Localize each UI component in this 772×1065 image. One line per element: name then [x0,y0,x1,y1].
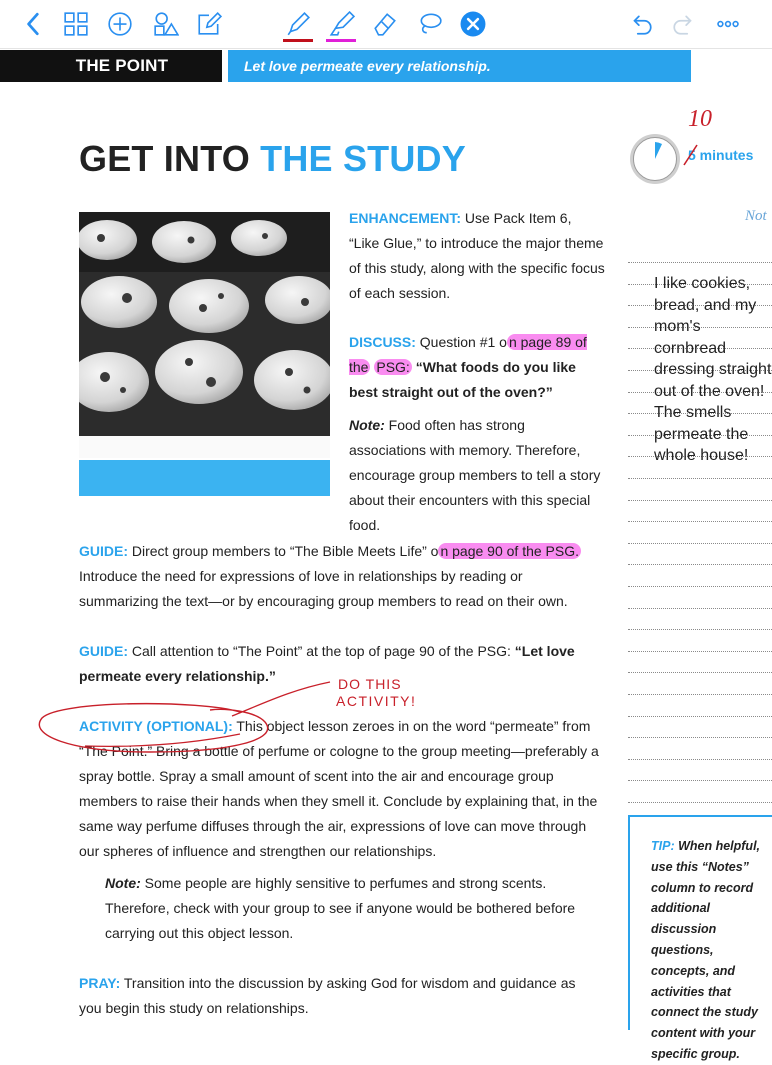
ruled-line [628,586,772,587]
discuss-question: “What foods do you like best straight out of the oven?” [349,359,576,400]
add-icon[interactable] [104,8,136,40]
timer-number: 5 [688,147,696,163]
pray-label: PRAY: [79,975,121,991]
tip-text [651,836,772,1065]
shapes-icon[interactable] [150,8,182,40]
eraser-icon[interactable] [369,8,401,40]
cookies-photo [79,212,330,458]
redo-icon[interactable] [668,8,700,40]
ruled-line [628,759,772,760]
guide-label: GUIDE: [79,543,128,559]
activity-label: ACTIVITY (OPTIONAL): [79,718,233,734]
guide-highlight: n page 90 of the PSG. [440,543,580,559]
activity-paragraph [79,714,599,864]
close-icon[interactable] [457,8,489,40]
discuss-label: DISCUSS: [349,334,416,350]
guide-text: Direct group members to “The Bible Meets Life” o [128,543,439,559]
discuss-paragraph [349,330,605,405]
notes-column-label: Not [745,208,767,224]
enhancement-paragraph [349,206,605,306]
ruled-line [628,478,772,479]
enhancement-label: ENHANCEMENT: [349,210,461,226]
enhancement-text: Use Pack Item 6, “Like Glue,” to introduce the major theme of this study, along with the specific focus of each session. [349,210,605,301]
the-point-text: Let love permeate every relationship. [228,50,691,82]
guide-bold-point: “Let love permeate every relationship.” [79,643,575,684]
grid-icon[interactable] [60,8,92,40]
lasso-icon[interactable] [414,8,446,40]
note-text: Food often has strong associations with memory. Therefore, encourage group members to tell a story about their encounters with this special food. [349,417,601,533]
ruled-line [628,672,772,673]
ruled-line [628,694,772,695]
guide-text: Call attention to “The Point” at the top of page 90 of the PSG: [128,643,515,659]
note-label: Note: [349,417,385,433]
ink-strike-mark [680,143,700,167]
pray-text: Transition into the discussion by asking God for wisdom and guidance as you begin this study on relationships. [79,975,576,1016]
toolbar [0,0,772,49]
handwritten-minutes: 10 [688,106,712,132]
tip-body: When helpful, use this “Notes” column to record additional discussion questions, concepts, and activities that connect the study content with your specific group. [651,839,761,1061]
handwritten-note[interactable]: I like cookies, bread, and my mom's cornbread dressing straight out of the oven! The smells permeate the whole house! [654,275,772,464]
ruled-line [628,629,772,630]
timer-unit: minutes [695,147,754,163]
ruled-line [628,716,772,717]
page-title [79,138,466,180]
ruled-line [628,780,772,781]
stopwatch-icon [626,132,686,188]
note-text: Some people are highly sensitive to perfumes and strong scents. Therefore, check with your group to see if anyone would be bothered before carrying out this object lesson. [105,875,576,941]
undo-icon[interactable] [625,8,657,40]
ruled-line [628,564,772,565]
handwritten-activity: ACTIVITY! [336,693,417,709]
activity-text: This object lesson zeroes in on the word “permeate” from “The Point.” Bring a bottle of perfume or cologne to the group meeting—preferably a spray bottle. Spray a small amount of scent into the air and encourage group members to raise their hands when they smell it. Conclude by explaining that, in the same way perfume diffuses through the air, expressions of love can move through our spheres of influence and strengthen our relationships. [79,718,599,859]
the-point-label: THE POINT [0,50,222,82]
tip-label: TIP: [651,839,675,853]
discuss-text: Question #1 o [415,334,507,350]
back-icon[interactable] [18,8,50,40]
guide-paragraph-1 [79,539,599,614]
pen-icon[interactable] [282,8,314,40]
title-part1: GET INTO [79,138,261,179]
more-icon[interactable] [712,8,744,40]
edit-icon[interactable] [193,8,225,40]
note-food-paragraph [349,413,605,538]
ruled-line [628,608,772,609]
guide-label: GUIDE: [79,643,128,659]
photo-caption-band [79,460,330,496]
note-label: Note: [105,875,141,891]
pen-color-indicator [283,39,313,42]
ruled-line [628,737,772,738]
guide-paragraph-2 [79,639,599,689]
ruled-line [628,802,772,803]
highlighter-color-indicator [326,39,356,42]
title-part2: THE STUDY [260,138,466,179]
note-perfume-paragraph [105,871,601,946]
handwritten-do-this: DO THIS [338,676,402,692]
intro-column [349,206,605,538]
highlighter-icon[interactable] [326,8,358,40]
discuss-highlight-2: PSG: [376,359,410,375]
ruled-line [628,500,772,501]
ruled-line [628,521,772,522]
ruled-line [628,262,772,263]
pray-paragraph [79,971,599,1021]
ruled-line [628,543,772,544]
ruled-line [628,651,772,652]
guide-text-2: Introduce the need for expressions of love in relationships by reading or summarizing the text—or by encouraging group members to read on their own. [79,568,568,609]
discuss-highlight-1: n page 89 of the [349,334,587,375]
